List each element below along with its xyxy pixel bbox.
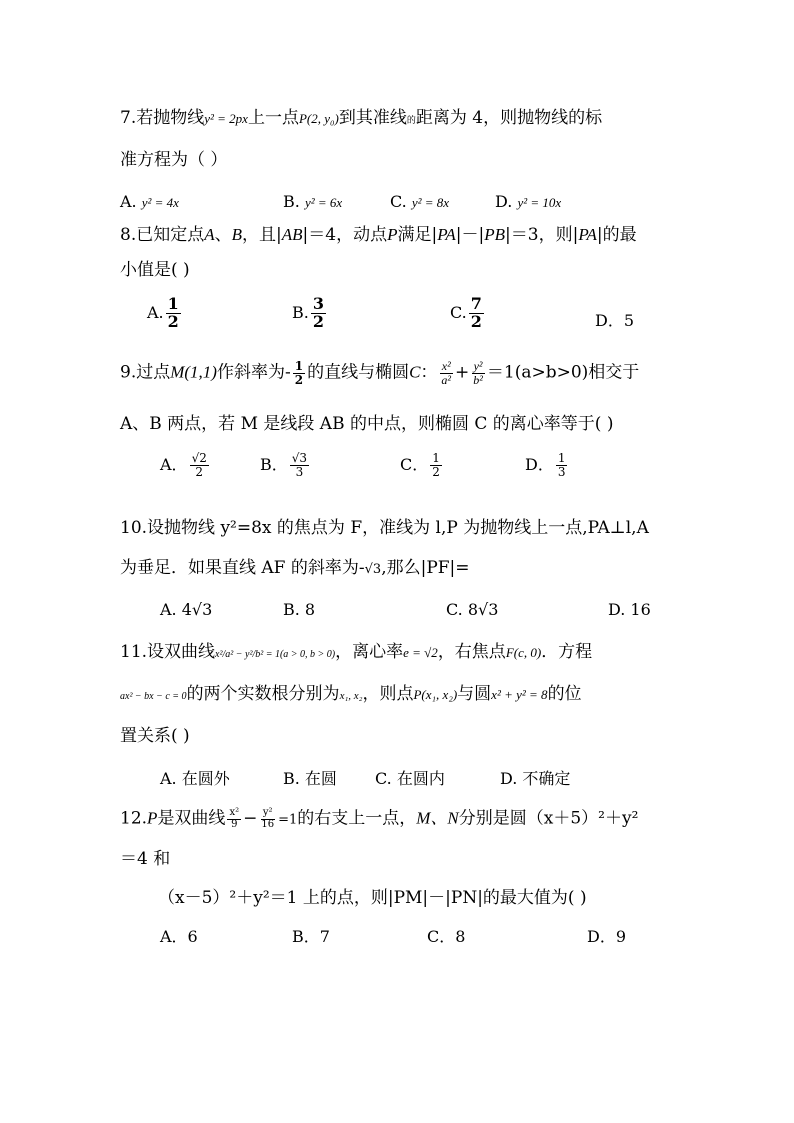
q8-option-a: A. $\frac{1}{2}$ [147, 294, 179, 331]
q10-option-a: A. 4√3 [160, 600, 213, 619]
q12-line3: （x－5）²＋y²＝1 上的点，则|PM|－|PN|的最大值为( ) [158, 888, 587, 908]
q7-option-c: C. y² = 8x [390, 192, 450, 211]
q10-line1: 10.设抛物线 y²=8x 的焦点为 F，准线为 l,P 为抛物线上一点,PA⊥l,A [120, 518, 649, 538]
q7-text-1: 7.若抛物线 [120, 108, 205, 128]
q12-line2: ＝4 和 [120, 849, 171, 869]
q7-line2: 准方程为（ ） [120, 150, 228, 170]
q8-option-b: B. $\frac{3}{2}$ [292, 294, 324, 331]
q12-option-d: D．9 [587, 927, 627, 946]
q7-equation: y² = 2px [204, 111, 248, 126]
q9-option-c: C． $\frac{1}{2}$ [400, 451, 440, 479]
q7-option-d: D. y² = 10x [495, 192, 562, 211]
q8-line2: 小值是( ) [120, 260, 190, 280]
q11-option-c: C. 在圆内 [375, 769, 445, 788]
q7-option-a: A. y² = 4x [120, 192, 179, 211]
q11-option-a: A. 在圆外 [160, 769, 230, 788]
q9-line2: A、B 两点，若 M 是线段 AB 的中点，则椭圆 C 的离心率等于( ) [120, 414, 614, 434]
q9-option-a: A． $\frac{√2}{2}$ [160, 451, 207, 479]
q7-text-4: 距离为 4，则抛物线的标 [415, 108, 603, 128]
q11-line3: 置关系( ) [120, 726, 190, 746]
q12-option-b: B．7 [292, 927, 330, 946]
q11-line2: ax² − bx − c = 0的两个实数根分别为x₁, x₂，则点P(x₁, x₂)与圆x² + y² = 8的位 [120, 684, 582, 704]
q10-line2: 为垂足．如果直线 AF 的斜率为-√3,那么|PF|= [120, 558, 470, 578]
q11-option-b: B. 在圆 [283, 769, 337, 788]
q9-line1: 9.过点M(1,1)作斜率为- $\frac{1}{2}$ 的直线与椭圆C： $\frac{\text{x²}}{\text{a²}}$ + $\frac{\text{y²}}{\text{b²}}$ ＝1(a>b>0)相交于 [120, 359, 640, 387]
q7-text-3: 到其准线 [338, 108, 407, 128]
q8-line1: 8.已知定点A、B，且|AB|＝4，动点P满足|PA|－|PB|＝3，则|PA|的最 [120, 225, 637, 245]
q8-option-c: C. $\frac{7}{2}$ [450, 294, 482, 331]
q7-option-b: B. y² = 6x [283, 192, 343, 211]
q11-line1: 11.设双曲线x²/a² − y²/b² = 1(a > 0, b > 0)，离心率e = √2，右焦点F(c, 0)．方程 [120, 642, 593, 662]
q10-option-b: B. 8 [283, 600, 316, 619]
q7-tiny-char: 的 [406, 116, 416, 126]
q11-option-d: D. 不确定 [500, 769, 571, 788]
q10-option-c: C. 8√3 [446, 600, 499, 619]
q9-option-d: D． $\frac{1}{3}$ [525, 451, 566, 479]
q9-option-b: B． $\frac{√3}{3}$ [260, 451, 308, 479]
q12-option-c: C．8 [427, 927, 466, 946]
q12-line1: 12.P是双曲线 $\frac{\text{x²}}{9}$ − $\frac{\text{y²}}{16}$ =1的右支上一点，M、N分别是圆（x＋5）²＋y² [120, 807, 639, 830]
q7-line1 [120, 108, 602, 131]
q7-point: P(2, y₀) [298, 111, 339, 126]
q12-option-a: A．6 [160, 927, 198, 946]
q10-option-d: D. 16 [608, 600, 651, 619]
q8-option-d: D．5 [595, 311, 635, 330]
q7-text-2: 上一点 [247, 108, 299, 128]
